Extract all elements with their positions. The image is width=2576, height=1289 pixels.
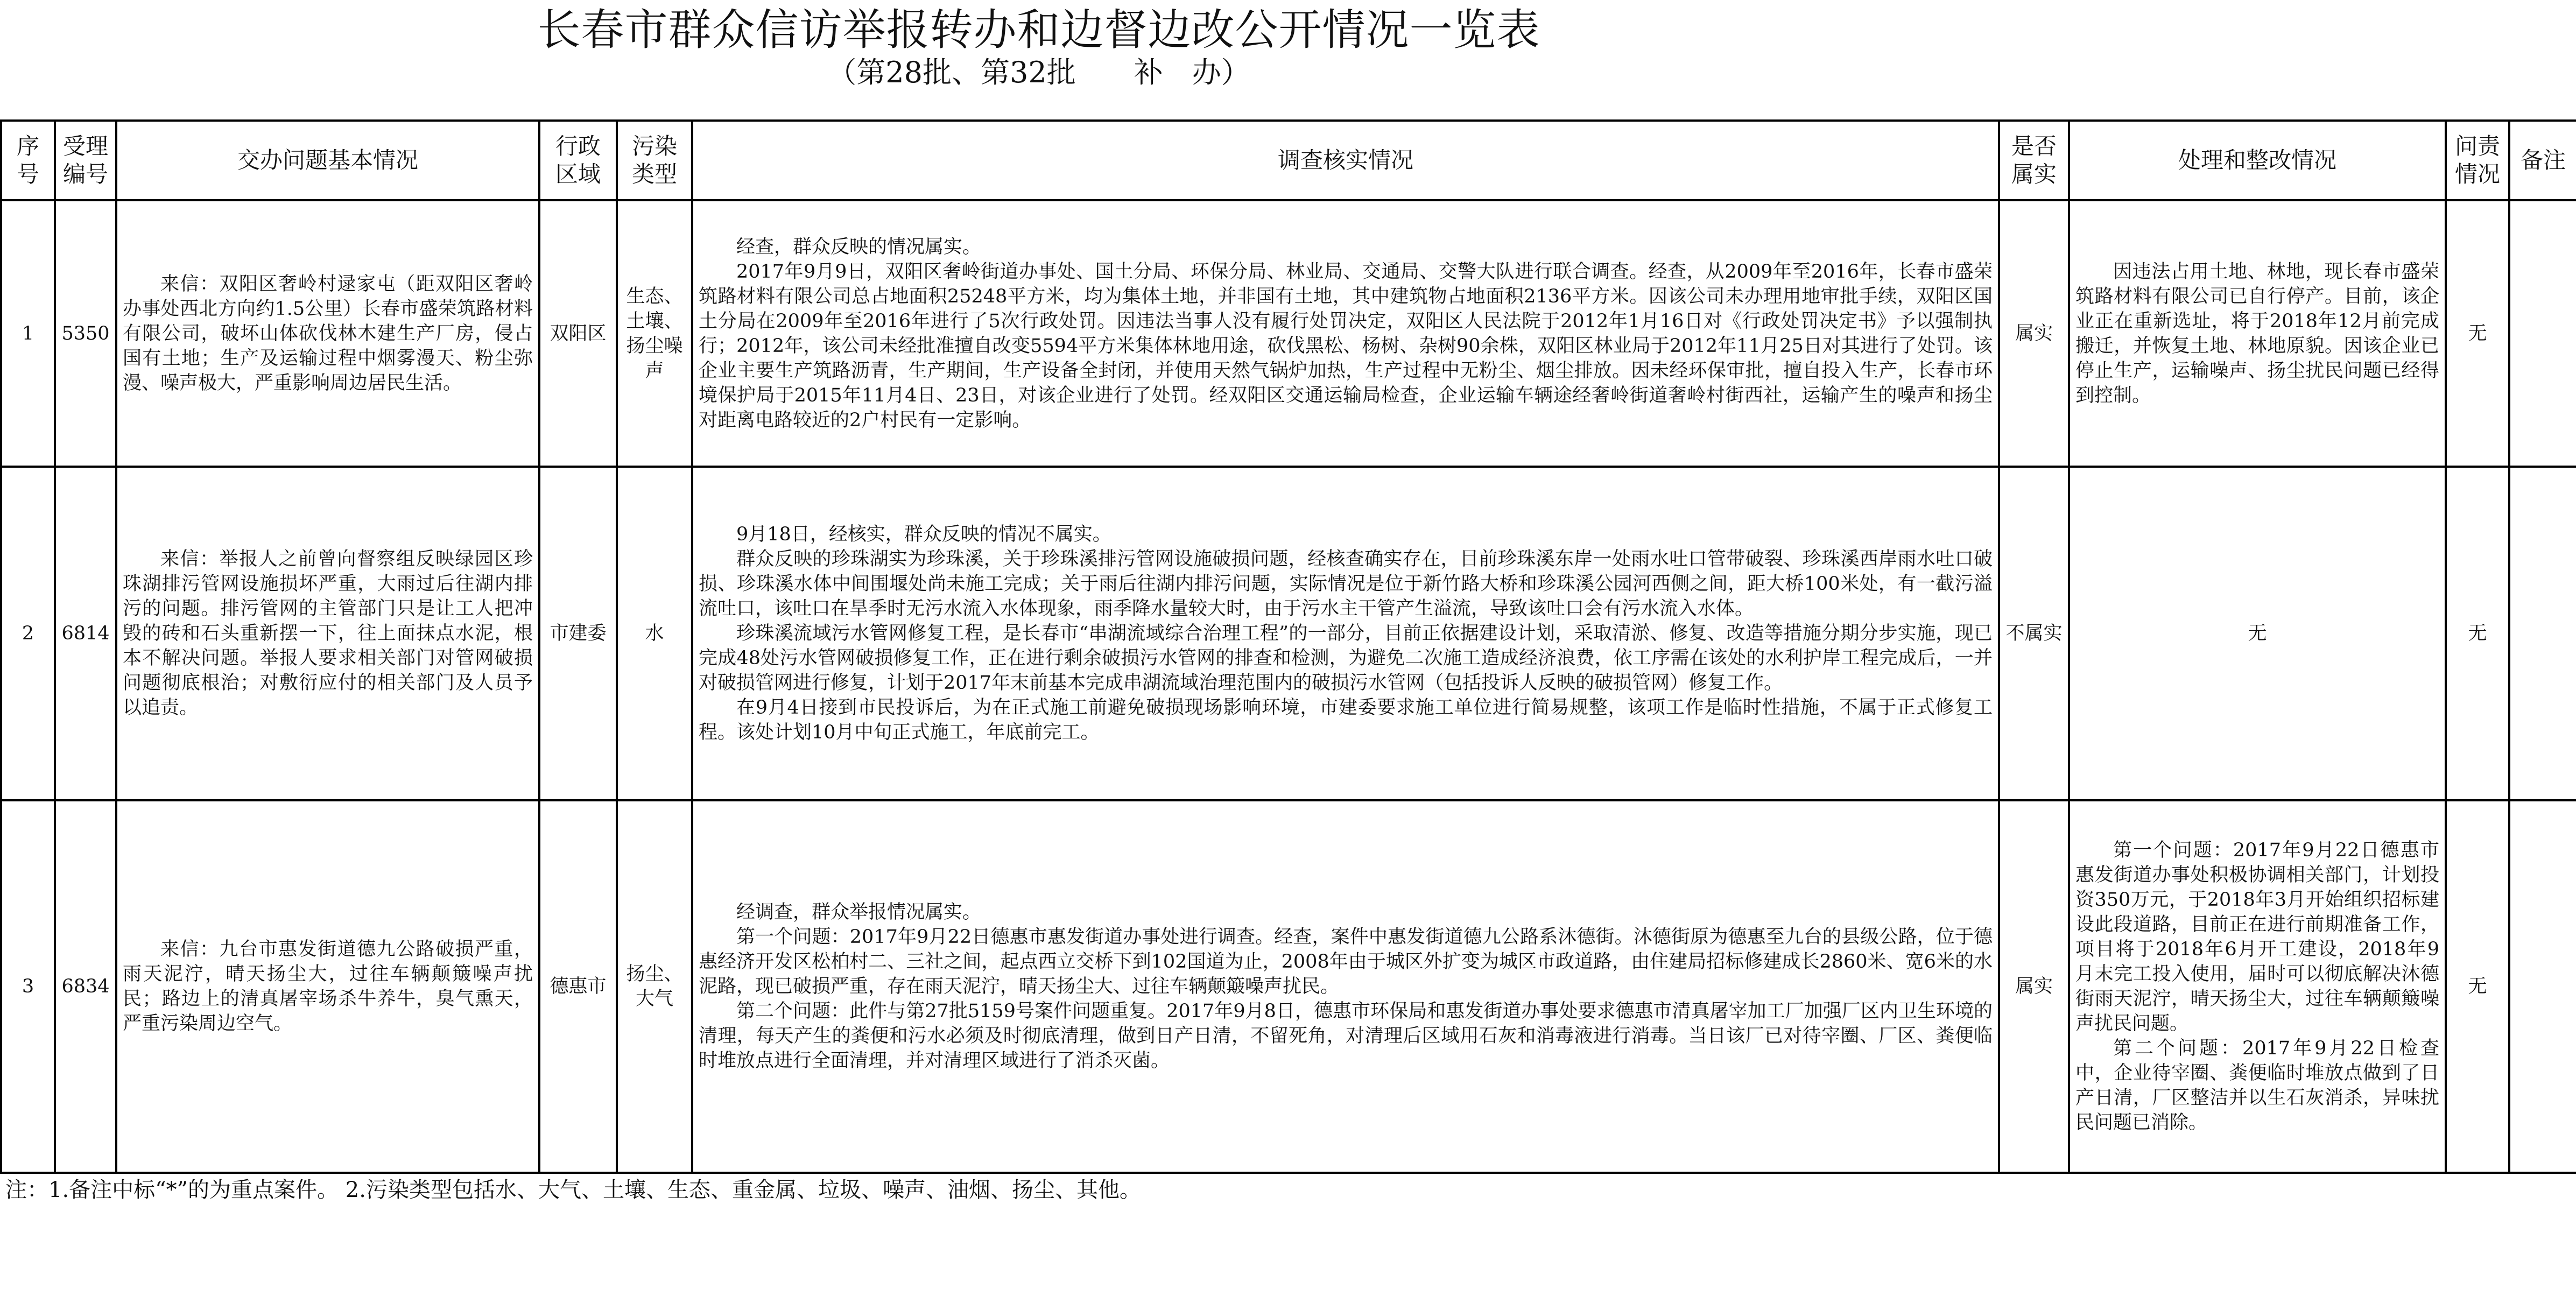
row-receipt-number: 5350 (55, 200, 116, 467)
row-receipt-number: 6814 (55, 467, 116, 800)
row-pollution-type: 扬尘、大气 (617, 800, 692, 1173)
investigation-paragraph: 第二个问题：此件与第27批5159号案件问题重复。2017年9月8日，德惠市环保局和惠发街道办事处要求德惠市清真屠宰加工厂加强厂区内卫生环境的清理，每天产生的粪便和污水必须及时彻底清理，做到日产日清，不留死角，对清理后区域用石灰和消毒液进行消毒。当日该厂已对待宰圈、厂区、粪便临时堆放点进行全面清理，并对清理区域进行了消杀灭菌。 (699, 1001, 1993, 1072)
table-header-row (1, 121, 2576, 200)
row-handling (2069, 467, 2446, 800)
investigation-paragraph: 9月18日，经核实，群众反映的情况不属实。 (736, 524, 1111, 545)
investigation-paragraph: 第一个问题：2017年9月22日德惠市惠发街道办事处进行调查。经查，案件中惠发街道德九公路系沐德街。沐德街原为德惠至九台的县级公路，位于德惠经济开发区松柏村二、三社之间，起点西立交桥下到102国道为止，2008年由于城区外扩变为城区市政道路，由住建局招标修建成长2860米、宽6米的水泥路，现已破损严重，存在雨天泥泞，晴天扬尘大、过往车辆颠簸噪声扰民。 (699, 926, 1993, 997)
row-receipt-number: 6834 (55, 800, 116, 1173)
row-verified: 不属实 (1999, 467, 2069, 800)
investigation-paragraph: 群众反映的珍珠湖实为珍珠溪，关于珍珠溪排污管网设施破损问题，经核查确实存在，目前珍珠溪东岸一处雨水吐口管带破裂、珍珠溪西岸雨水吐口破损、珍珠溪水体中间围堰处尚未施工完成；关于雨后往湖内排污问题，实际情况是位于新竹路大桥和珍珠溪公园河西侧之间，距大桥100米处，有一截污溢流吐口，该吐口在旱季时无污水流入水体现象，雨季降水量较大时，由于污水主干管产生溢流，导致该吐口会有污水流入水体。 (699, 548, 1993, 619)
row-district: 德惠市 (539, 800, 617, 1173)
investigation-paragraph: 在9月4日接到市民投诉后，为在正式施工前避免破损现场影响环境，市建委要求施工单位进行简易规整，该项工作是临时性措施，不属于正式修复工程。该处计划10月中旬正式施工，年底前完工。 (699, 697, 1993, 743)
row-investigation (692, 800, 1999, 1173)
header-seq: 序号 (1, 121, 55, 200)
header-accountability: 问责情况 (2446, 121, 2509, 200)
document-title: 长春市群众信访举报转办和边督边改公开情况一览表 (537, 5, 1540, 55)
row-accountability: 无 (2446, 800, 2509, 1173)
header-receipt-number: 受理编号 (55, 121, 116, 200)
row-district: 市建委 (539, 467, 617, 800)
table-row (1, 467, 2576, 800)
header-handling: 处理和整改情况 (2069, 121, 2446, 200)
row-seq: 1 (1, 200, 55, 467)
row-investigation (692, 467, 1999, 800)
footnote: 注：1.备注中标“*”的为重点案件。 2.污染类型包括水、大气、土壤、生态、重金属、垃圾、噪声、油烟、扬尘、其他。 (5, 1178, 1141, 1202)
row-pollution-type: 生态、土壤、扬尘噪声 (617, 200, 692, 467)
row-handling (2069, 200, 2446, 467)
header-issue: 交办问题基本情况 (116, 121, 539, 200)
handling-paragraph: 因违法占用土地、林地，现长春市盛荣筑路材料有限公司已自行停产。目前，该企业正在重新选址，将于2018年12月前完成搬迁，并恢复土地、林地原貌。因该企业已停止生产，运输噪声、扬尘扰民问题已经得到控制。 (2075, 260, 2439, 406)
header-verified: 是否属实 (1999, 121, 2069, 200)
row-handling (2069, 800, 2446, 1173)
table-row (1, 200, 2576, 467)
issue-text: 来信：举报人之前曾向督察组反映绿园区珍珠湖排污管网设施损坏严重，大雨过后往湖内排污的问题。排污管网的主管部门只是让工人把冲毁的砖和石头重新摆一下，往上面抹点水泥，根本不解决问题。举报人要求相关部门对管网破损问题彻底根治；对敷衍应付的相关部门及人员予以追责。 (123, 548, 533, 719)
header-district: 行政区域 (539, 121, 617, 200)
investigation-paragraph: 经查，群众反映的情况属实。 (736, 236, 982, 258)
row-issue (116, 200, 539, 467)
row-verified: 属实 (1999, 800, 2069, 1173)
row-accountability: 无 (2446, 467, 2509, 800)
row-verified: 属实 (1999, 200, 2069, 467)
row-pollution-type: 水 (617, 467, 692, 800)
investigation-paragraph: 2017年9月9日，双阳区奢岭街道办事处、国土分局、环保分局、林业局、交通局、交警大队进行联合调查。经查，从2009年至2016年，长春市盛荣筑路材料有限公司总占地面积25248平方米，均为集体土地，并非国有土地，其中建筑物占地面积2136平方米。因该公司未办理用地审批手续，双阳区国土分局在2009年至2016年进行了5次行政处罚。因违法当事人没有履行处罚决定，双阳区人民法院于2012年1月16日对《行政处罚决定书》予以强制执行；2012年，该公司未经批准擅自改变5594平方米集体林地用途，砍伐黑松、杨树、杂树90余株，双阳区林业局于2012年11月25日对其进行了处罚。该企业主要生产筑路沥青，生产期间，生产设备全封闭，并使用天然气锅炉加热，生产过程中无粉尘、烟尘排放。因未经环保审批，擅自投入生产，长春市环境保护局于2015年11月4日、23日，对该企业进行了处罚。经双阳区交通运输局检查，企业运输车辆途经奢岭街道奢岭村街西社，运输产生的噪声和扬尘对距离电路较近的2户村民有一定影响。 (699, 260, 1993, 431)
report-table (0, 119, 2576, 1174)
header-investigation: 调查核实情况 (692, 121, 1999, 200)
row-investigation (692, 200, 1999, 467)
row-remark (2509, 200, 2576, 467)
table-row (1, 800, 2576, 1173)
row-seq: 3 (1, 800, 55, 1173)
row-district: 双阳区 (539, 200, 617, 467)
row-issue (116, 800, 539, 1173)
header-pollution-type: 污染类型 (617, 121, 692, 200)
header-remark: 备注 (2509, 121, 2576, 200)
row-issue (116, 467, 539, 800)
investigation-paragraph: 经调查，群众举报情况属实。 (736, 901, 982, 923)
row-accountability: 无 (2446, 200, 2509, 467)
issue-text: 来信：九台市惠发街道德九公路破损严重，雨天泥泞，晴天扬尘大，过往车辆颠簸噪声扰民；路边上的清真屠宰场杀牛养牛，臭气熏天，严重污染周边空气。 (123, 939, 533, 1034)
row-seq: 2 (1, 467, 55, 800)
handling-paragraph: 无 (2248, 623, 2267, 644)
investigation-paragraph: 珍珠溪流域污水管网修复工程，是长春市“串湖流域综合治理工程”的一部分，目前正依据建设计划，采取清淤、修复、改造等措施分期分步实施，现已完成48处污水管网破损修复工作，正在进行剩余破损污水管网的排查和检测，为避免二次施工造成经济浪费，依工序需在该处的水利护岸工程完成后，一并对破损管网进行修复，计划于2017年末前基本完成串湖流域治理范围内的破损污水管网（包括投诉人反映的破损管网）修复工作。 (699, 623, 1993, 694)
issue-text: 来信：双阳区奢岭村逯家屯（距双阳区奢岭办事处西北方向约1.5公里）长春市盛荣筑路材料有限公司，破坏山体砍伐林木建生产厂房，侵占国有土地；生产及运输过程中烟雾漫天、粉尘弥漫、噪声极大，严重影响周边居民生活。 (123, 273, 533, 394)
handling-paragraph: 第二个问题：2017年9月22日检查中，企业待宰圈、粪便临时堆放点做到了日产日清，厂区整洁并以生石灰消杀，异味扰民问题已消除。 (2075, 1038, 2439, 1133)
handling-paragraph: 第一个问题：2017年9月22日德惠市惠发街道办事处积极协调相关部门，计划投资350万元，于2018年3月开始组织招标建设此段道路，目前正在进行前期准备工作，项目将于2018年6月开工建设，2018年9月末完工投入使用，届时可以彻底解决沐德街雨天泥泞，晴天扬尘大，过往车辆颠簸噪声扰民问题。 (2075, 840, 2439, 1034)
row-remark (2509, 467, 2576, 800)
row-remark (2509, 800, 2576, 1173)
document-subtitle: （第28批、第32批 补 办） (827, 55, 1250, 89)
